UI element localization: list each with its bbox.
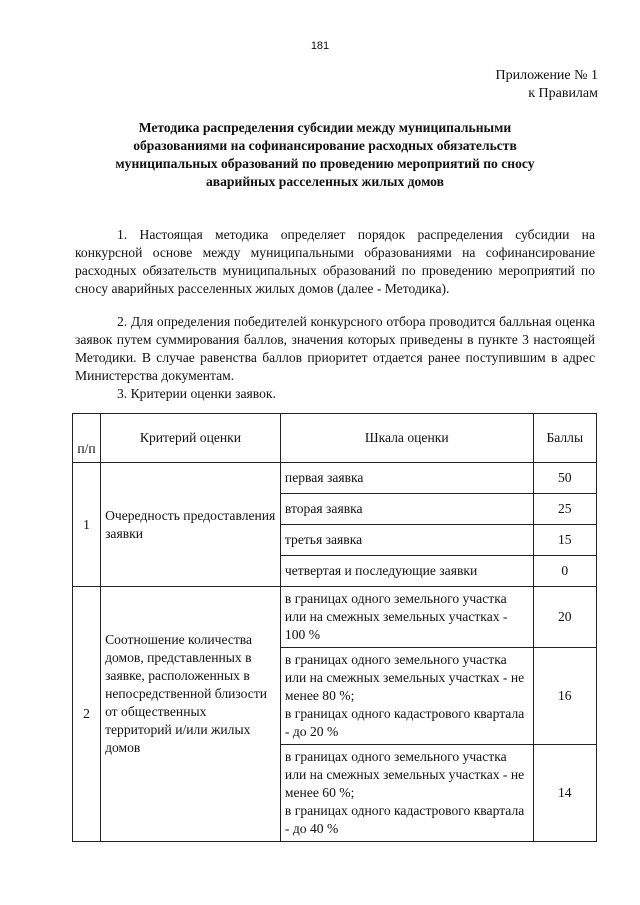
points-cell: 50	[533, 463, 596, 494]
paragraph-3: 3. Критерии оценки заявок.	[117, 386, 276, 401]
points-cell: 25	[533, 494, 596, 525]
document-title	[60, 119, 590, 191]
criteria-table	[72, 413, 597, 842]
points-cell: 0	[533, 556, 596, 587]
paragraph-2: 2. Для определения победителей конкурсного отбора проводится балльная оценка заявок путем суммирования баллов, значения которых приведены в пункте 3 настоящей Методики. В случае равенства баллов приоритет отдается ранее поступившим в адрес Министерства документам.	[75, 314, 595, 383]
paragraph-1: 1. Настоящая методика определяет порядок распределения субсидии на конкурсной основе между муниципальными образованиями на софинансирование расходных обязательств муниципальных образований по проведению мероприятий по сносу аварийных расселенных жилых домов (далее - Методика).	[75, 227, 595, 296]
title-line-3: муниципальных образований по проведению мероприятий по сносу	[115, 156, 535, 171]
criterion-2-num: 2	[73, 587, 101, 842]
appendix-line-1: Приложение № 1	[495, 68, 598, 83]
scale-cell: четвертая и последующие заявки	[280, 556, 533, 587]
scale-text-a: в границах одного земельного участка или на смежных земельных участках - не менее 60 %;	[284, 749, 525, 800]
points-cell: 14	[533, 745, 596, 842]
title-line-1: Методика распределения субсидии между муниципальными	[138, 120, 512, 135]
page-number: 181	[310, 40, 330, 52]
points-cell: 16	[533, 648, 596, 745]
criterion-1-name: Очередность предоставления заявки	[101, 463, 281, 587]
scale-text-b: в границах одного кадастрового квартала - до 40 %	[284, 803, 525, 836]
header-scale: Шкала оценки	[280, 414, 533, 463]
table-row	[73, 587, 597, 648]
title-line-4: аварийных расселенных жилых домов	[206, 174, 444, 189]
scale-cell: в границах одного земельного участка или на смежных земельных участках - 100 %	[280, 587, 533, 648]
scale-cell: первая заявка	[280, 463, 533, 494]
scale-cell: вторая заявка	[280, 494, 533, 525]
header-num: п/п	[73, 414, 101, 463]
table-header-row	[73, 414, 597, 463]
appendix-line-2: к Правилам	[528, 86, 598, 101]
points-cell: 15	[533, 525, 596, 556]
points-cell: 20	[533, 587, 596, 648]
scale-cell	[280, 745, 533, 842]
appendix-heading	[496, 67, 599, 103]
criterion-1-num: 1	[73, 463, 101, 587]
scale-cell: третья заявка	[280, 525, 533, 556]
scale-cell	[280, 648, 533, 745]
title-line-2: образованиями на софинансирование расходных обязательств	[133, 138, 517, 153]
table-row	[73, 463, 597, 494]
criterion-2-name: Соотношение количества домов, представленных в заявке, расположенных в непосредственной близости от общественных территорий и/или жилых домов	[101, 587, 281, 842]
scale-text-b: в границах одного кадастрового квартала - до 20 %	[284, 706, 525, 739]
scale-text-a: в границах одного земельного участка или на смежных земельных участках - не менее 80 %;	[284, 652, 525, 703]
header-criterion: Критерий оценки	[101, 414, 281, 463]
header-points: Баллы	[533, 414, 596, 463]
